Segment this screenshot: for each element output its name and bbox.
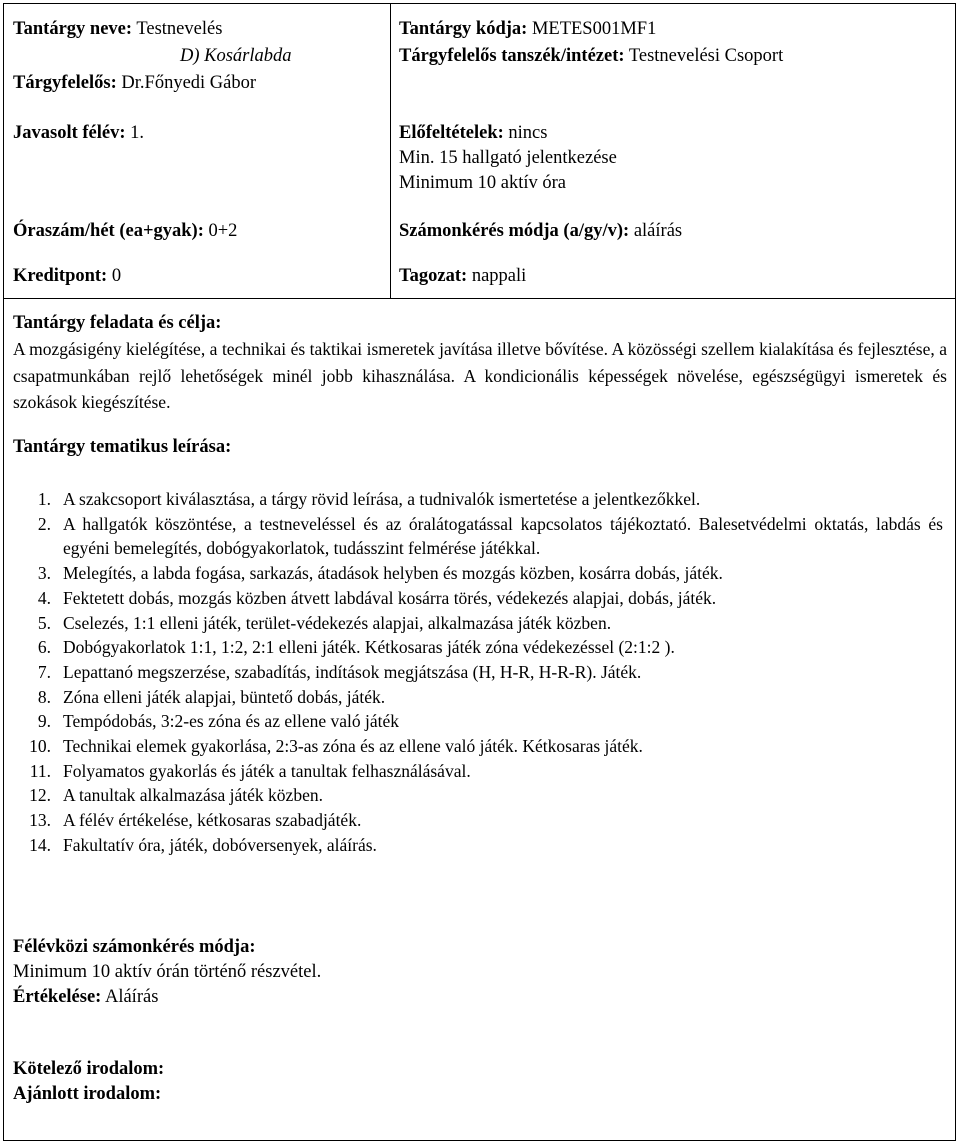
topic-number: 3. (37, 563, 51, 584)
topics-list (13, 487, 943, 858)
topic-text: Zóna elleni játék alapjai, büntető dobás, játék. (63, 686, 386, 707)
subject-name-row (13, 17, 222, 41)
topic-item (13, 512, 943, 561)
evaluation-row (13, 985, 158, 1009)
column-divider (390, 4, 391, 298)
assessment-text: Minimum 10 aktív órán történő részvétel. (13, 962, 322, 982)
topic-text: Lepattanó megszerzése, szabadítás, indítások megjátszása (H, H-R, H-R-R). Játék. (63, 661, 642, 682)
responsible-label: Tárgyfelelős: (13, 73, 117, 93)
goal-text: A mozgásigény kielégítése, a technikai és taktikai ismeretek javítása illetve bővítése. A közösségi szellem kialakítása és fejlesztése, a csapatmunkában rejlő lehetőségek minél jobb kihasználása. A kondicionális képességek növelése, egészségügyi ismeretek és szokások kiegészítése. (13, 339, 947, 412)
topic-item (13, 808, 943, 833)
exam-row (399, 219, 682, 243)
topic-text: Cselezés, 1:1 elleni játék, terület-védekezés alapjai, alkalmazása játék közben. (63, 612, 612, 633)
topic-text: Dobógyakorlatok 1:1, 1:2, 2:1 elleni játék. Kétkosaras játék zóna védekezéssel (2:1:2 ). (63, 637, 675, 658)
topic-text: A hallgatók köszöntése, a testneveléssel és az óralátogatással kapcsolatos tájékoztató. Balesetvédelmi oktatás, labdás és egyéni bemelegítés, dobógyakorlatok, tudásszint felmérése játékkal. (63, 513, 943, 559)
goal-heading: Tantárgy feladata és célja: (13, 313, 222, 333)
topic-item (13, 586, 943, 611)
responsible-row (13, 71, 256, 95)
prereq-label: Előfeltételek: (399, 123, 504, 143)
responsible-name: Dr.Főnyedi Gábor (121, 73, 257, 93)
topic-item (13, 759, 943, 784)
semester-row (13, 121, 144, 145)
topic-number: 7. (37, 661, 51, 682)
prereq-value: nincs (508, 123, 548, 143)
semester-label: Javasolt félév: (13, 123, 126, 143)
prereq-min-hours: Minimum 10 aktív óra (399, 173, 566, 193)
topic-item (13, 660, 943, 685)
evaluation-value: Aláírás (104, 987, 159, 1007)
semester-value: 1. (130, 123, 145, 143)
topic-text: Fektetett dobás, mozgás közben átvett labdával kosárra törés, védekezés alapjai, dobás, játék. (63, 587, 717, 608)
credits-value: 0 (111, 266, 122, 286)
topic-item (13, 709, 943, 734)
topic-item (13, 487, 943, 512)
topic-number: 5. (37, 612, 51, 633)
exam-value: aláírás (633, 221, 683, 241)
topic-number: 11. (29, 760, 51, 781)
code-label: Tantárgy kódja: (399, 19, 528, 39)
topic-item (13, 635, 943, 660)
topic-number: 12. (29, 785, 51, 806)
prereq-row (399, 121, 547, 145)
hours-row (13, 219, 237, 243)
recommended-literature-label: Ajánlott irodalom: (13, 1084, 162, 1104)
exam-label: Számonkérés módja (a/gy/v): (399, 221, 630, 241)
mode-value: nappali (471, 266, 527, 286)
topic-number: 9. (37, 711, 51, 732)
topic-text: Fakultatív óra, játék, dobóversenyek, aláírás. (63, 834, 377, 855)
topic-item (13, 611, 943, 636)
topic-number: 13. (29, 810, 51, 831)
subject-name: Testnevelés (136, 19, 223, 39)
dept-row (399, 44, 783, 68)
hours-value: 0+2 (208, 221, 238, 241)
subject-subname: D) Kosárlabda (180, 46, 292, 66)
topic-number: 1. (37, 489, 51, 509)
topic-text: Tempódobás, 3:2-es zóna és az ellene való játék (63, 711, 400, 732)
mode-label: Tagozat: (399, 266, 468, 286)
topic-number: 6. (37, 637, 51, 658)
course-header-table (4, 4, 955, 299)
topic-item (13, 783, 943, 808)
topic-text: Folyamatos gyakorlás és játék a tanultak felhasználásával. (63, 760, 471, 781)
topic-number: 14. (29, 834, 51, 855)
course-sheet (3, 3, 956, 1141)
topic-text: A szakcsoport kiválasztása, a tárgy rövid leírása, a tudnivalók ismertetése a jelentkezőkkel. (63, 489, 701, 509)
required-literature-label: Kötelező irodalom: (13, 1059, 165, 1079)
topic-item (13, 685, 943, 710)
topic-text: Technikai elemek gyakorlása, 2:3-as zóna és az ellene való játék. Kétkosaras játék. (63, 736, 643, 757)
dept-label: Tárgyfelelős tanszék/intézet: (399, 46, 625, 66)
credits-label: Kreditpont: (13, 266, 108, 286)
topic-text: A tanultak alkalmazása játék közben. (63, 785, 323, 806)
topic-number: 10. (29, 736, 51, 757)
evaluation-label: Értékelése: (13, 987, 102, 1007)
hours-label: Óraszám/hét (ea+gyak): (13, 221, 204, 241)
topic-text: Melegítés, a labda fogása, sarkazás, átadások helyben és mozgás közben, kosárra dobás, játék. (63, 563, 723, 584)
topic-number: 8. (37, 686, 51, 707)
topics-heading: Tantárgy tematikus leírása: (13, 437, 232, 457)
prereq-min-students: Min. 15 hallgató jelentkezése (399, 148, 617, 168)
topic-text: A félév értékelése, kétkosaras szabadjáték. (63, 810, 362, 831)
assessment-heading: Félévközi számonkérés módja: (13, 937, 256, 957)
topic-number: 4. (37, 587, 51, 608)
code-row (399, 17, 656, 41)
mode-row (399, 264, 526, 288)
topic-item (13, 561, 943, 586)
topic-number: 2. (37, 513, 51, 534)
dept-value: Testnevelési Csoport (628, 46, 784, 66)
code-value: METES001MF1 (531, 19, 657, 39)
topic-item (13, 833, 943, 858)
credits-row (13, 264, 121, 288)
topic-item (13, 734, 943, 759)
subject-name-label: Tantárgy neve: (13, 19, 133, 39)
